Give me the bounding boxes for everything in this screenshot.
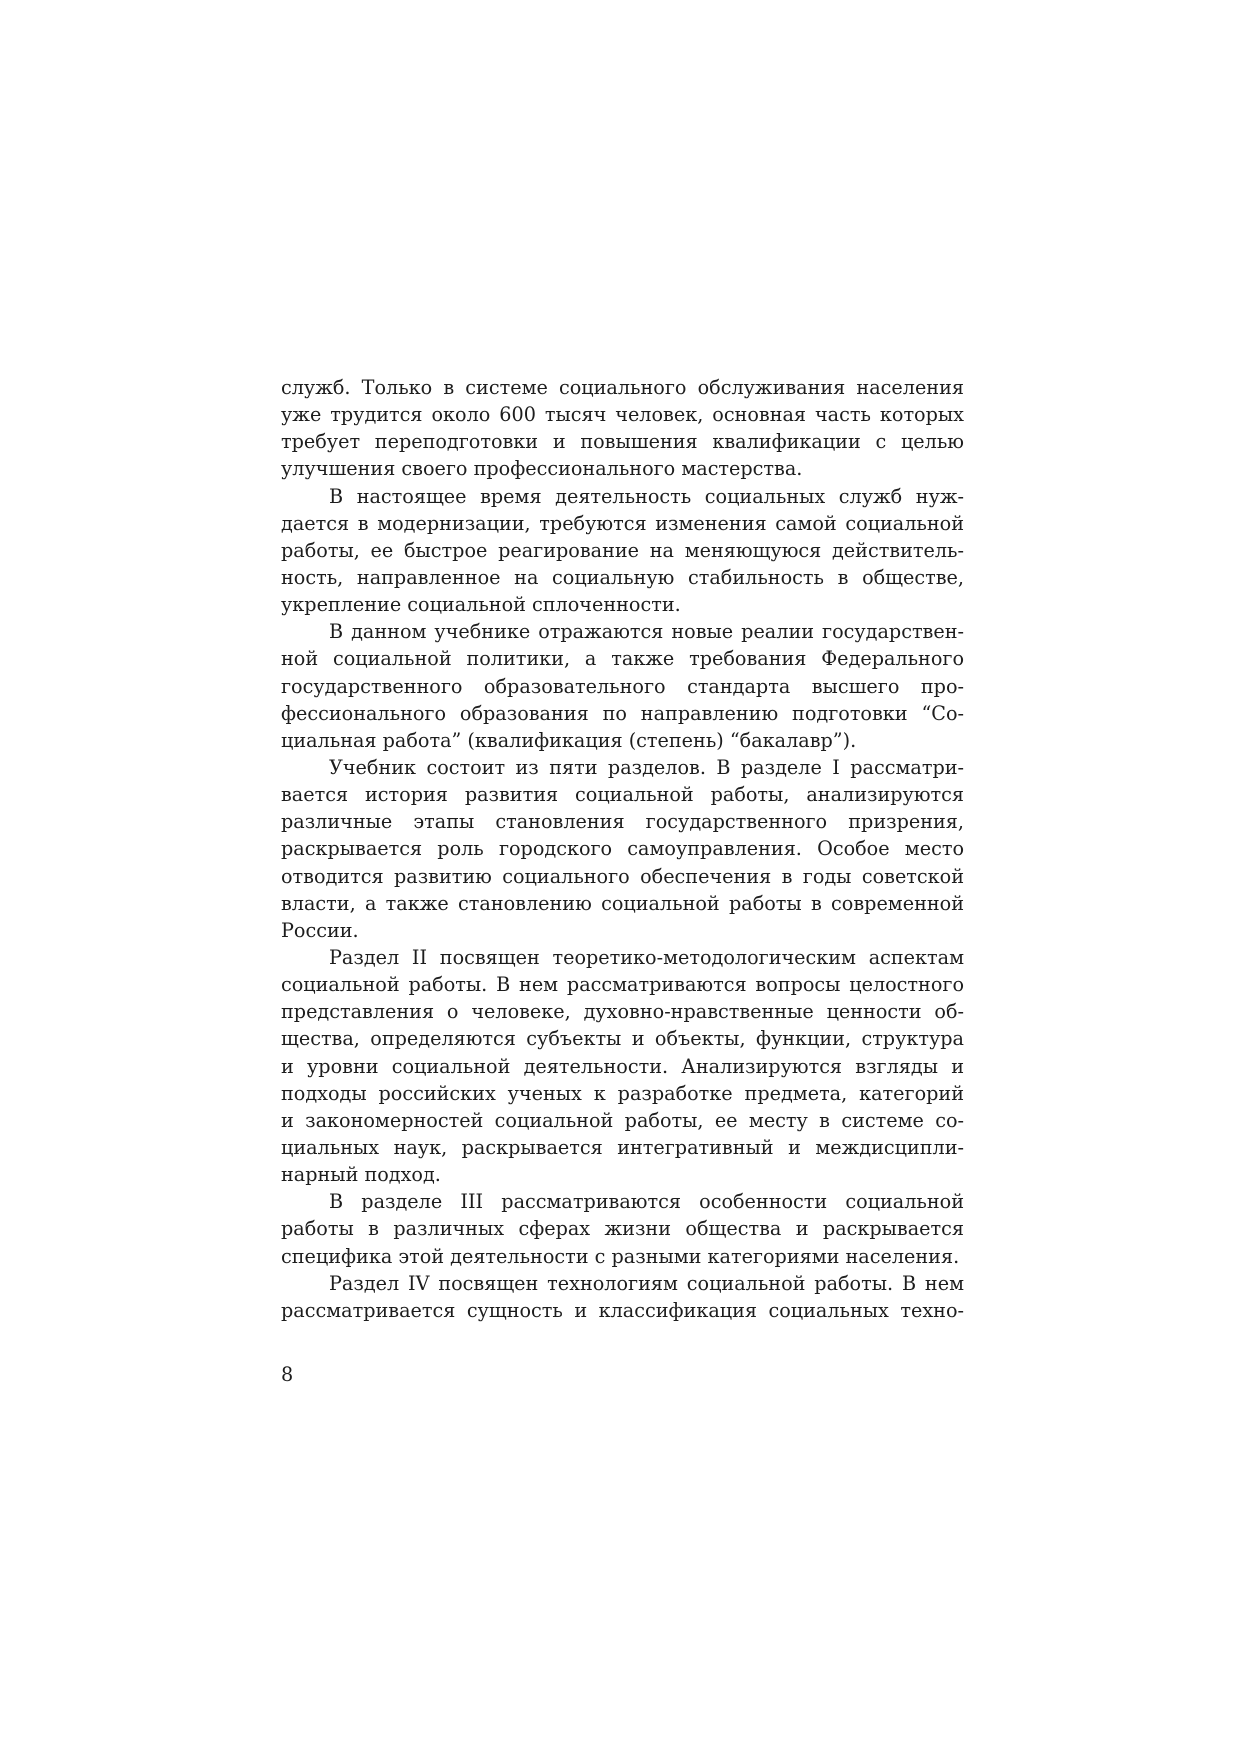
paragraph xyxy=(281,944,964,1188)
text-line: и закономерностей социальной работы, ее месту в системе со- xyxy=(281,1108,964,1132)
text-line: дается в модернизации, требуются изменения самой социальной xyxy=(281,511,964,535)
paragraph xyxy=(281,618,964,754)
text-line: циальная работа” (квалификация (степень) “бакалавр”). xyxy=(281,728,857,752)
text-line: работы в различных сферах жизни общества и раскрывается xyxy=(281,1217,964,1241)
text-line: специфика этой деятельности с разными категориями населения. xyxy=(281,1244,960,1268)
text-line: рассматривается сущность и классификация социальных техно- xyxy=(281,1298,964,1322)
text-line: ность, направленное на социальную стабильность в обществе, xyxy=(281,565,964,589)
text-line: раскрывается роль городского самоуправления. Особое место xyxy=(281,837,964,861)
text-line: и уровни социальной деятельности. Анализируются взгляды и xyxy=(281,1054,964,1078)
text-line: уже трудится около 600 тысяч человек, основная часть которых xyxy=(281,403,964,427)
text-line: фессионального образования по направлению подготовки “Со- xyxy=(281,701,964,725)
text-line: В настоящее время деятельность социальных служб нуж- xyxy=(329,484,964,508)
text-line: социальной работы. В нем рассматриваются вопросы целостного xyxy=(281,973,964,997)
text-line: вается история развития социальной работы, анализируются xyxy=(281,783,964,807)
text-line: власти, а также становлению социальной работы в современной xyxy=(281,891,964,915)
paragraph xyxy=(281,1270,964,1324)
text-line: Раздел IV посвящен технологиям социальной работы. В нем xyxy=(329,1271,964,1295)
paragraph xyxy=(281,754,964,944)
text-line: представления о человеке, духовно-нравственные ценности об- xyxy=(281,1000,964,1024)
text-line: В данном учебнике отражаются новые реалии государствен- xyxy=(329,620,964,644)
text-line: требует переподготовки и повышения квалификации с целью xyxy=(281,430,964,454)
paragraph xyxy=(281,1188,964,1269)
text-line: отводится развитию социального обеспечения в годы советской xyxy=(281,864,964,888)
paragraph xyxy=(281,483,964,619)
page-number: 8 xyxy=(281,1363,294,1386)
text-line: служб. Только в системе социального обслуживания населения xyxy=(281,376,964,399)
text-line: России. xyxy=(281,918,359,942)
text-line: нарный подход. xyxy=(281,1163,441,1187)
text-line: В разделе III рассматриваются особенности социальной xyxy=(329,1190,964,1214)
text-line: работы, ее быстрое реагирование на меняющуюся действитель- xyxy=(281,538,964,562)
text-line: щества, определяются субъекты и объекты, функции, структура xyxy=(281,1027,964,1051)
text-line: ной социальной политики, а также требования Федерального xyxy=(281,647,964,671)
paragraph xyxy=(281,374,964,483)
text-line: Учебник состоит из пяти разделов. В разделе I рассматри- xyxy=(329,755,964,779)
text-line: улучшения своего профессионального мастерства. xyxy=(281,457,803,481)
text-line: циальных наук, раскрывается интегративный и междисципли- xyxy=(281,1135,964,1159)
text-line: различные этапы становления государственного призрения, xyxy=(281,810,964,834)
text-line: государственного образовательного стандарта высшего про- xyxy=(281,674,964,698)
text-line: укрепление социальной сплоченности. xyxy=(281,593,681,617)
text-line: подходы российских ученых к разработке предмета, категорий xyxy=(281,1081,964,1105)
text-line: Раздел II посвящен теоретико-методологическим аспектам xyxy=(329,945,964,969)
body-text xyxy=(281,374,964,1324)
